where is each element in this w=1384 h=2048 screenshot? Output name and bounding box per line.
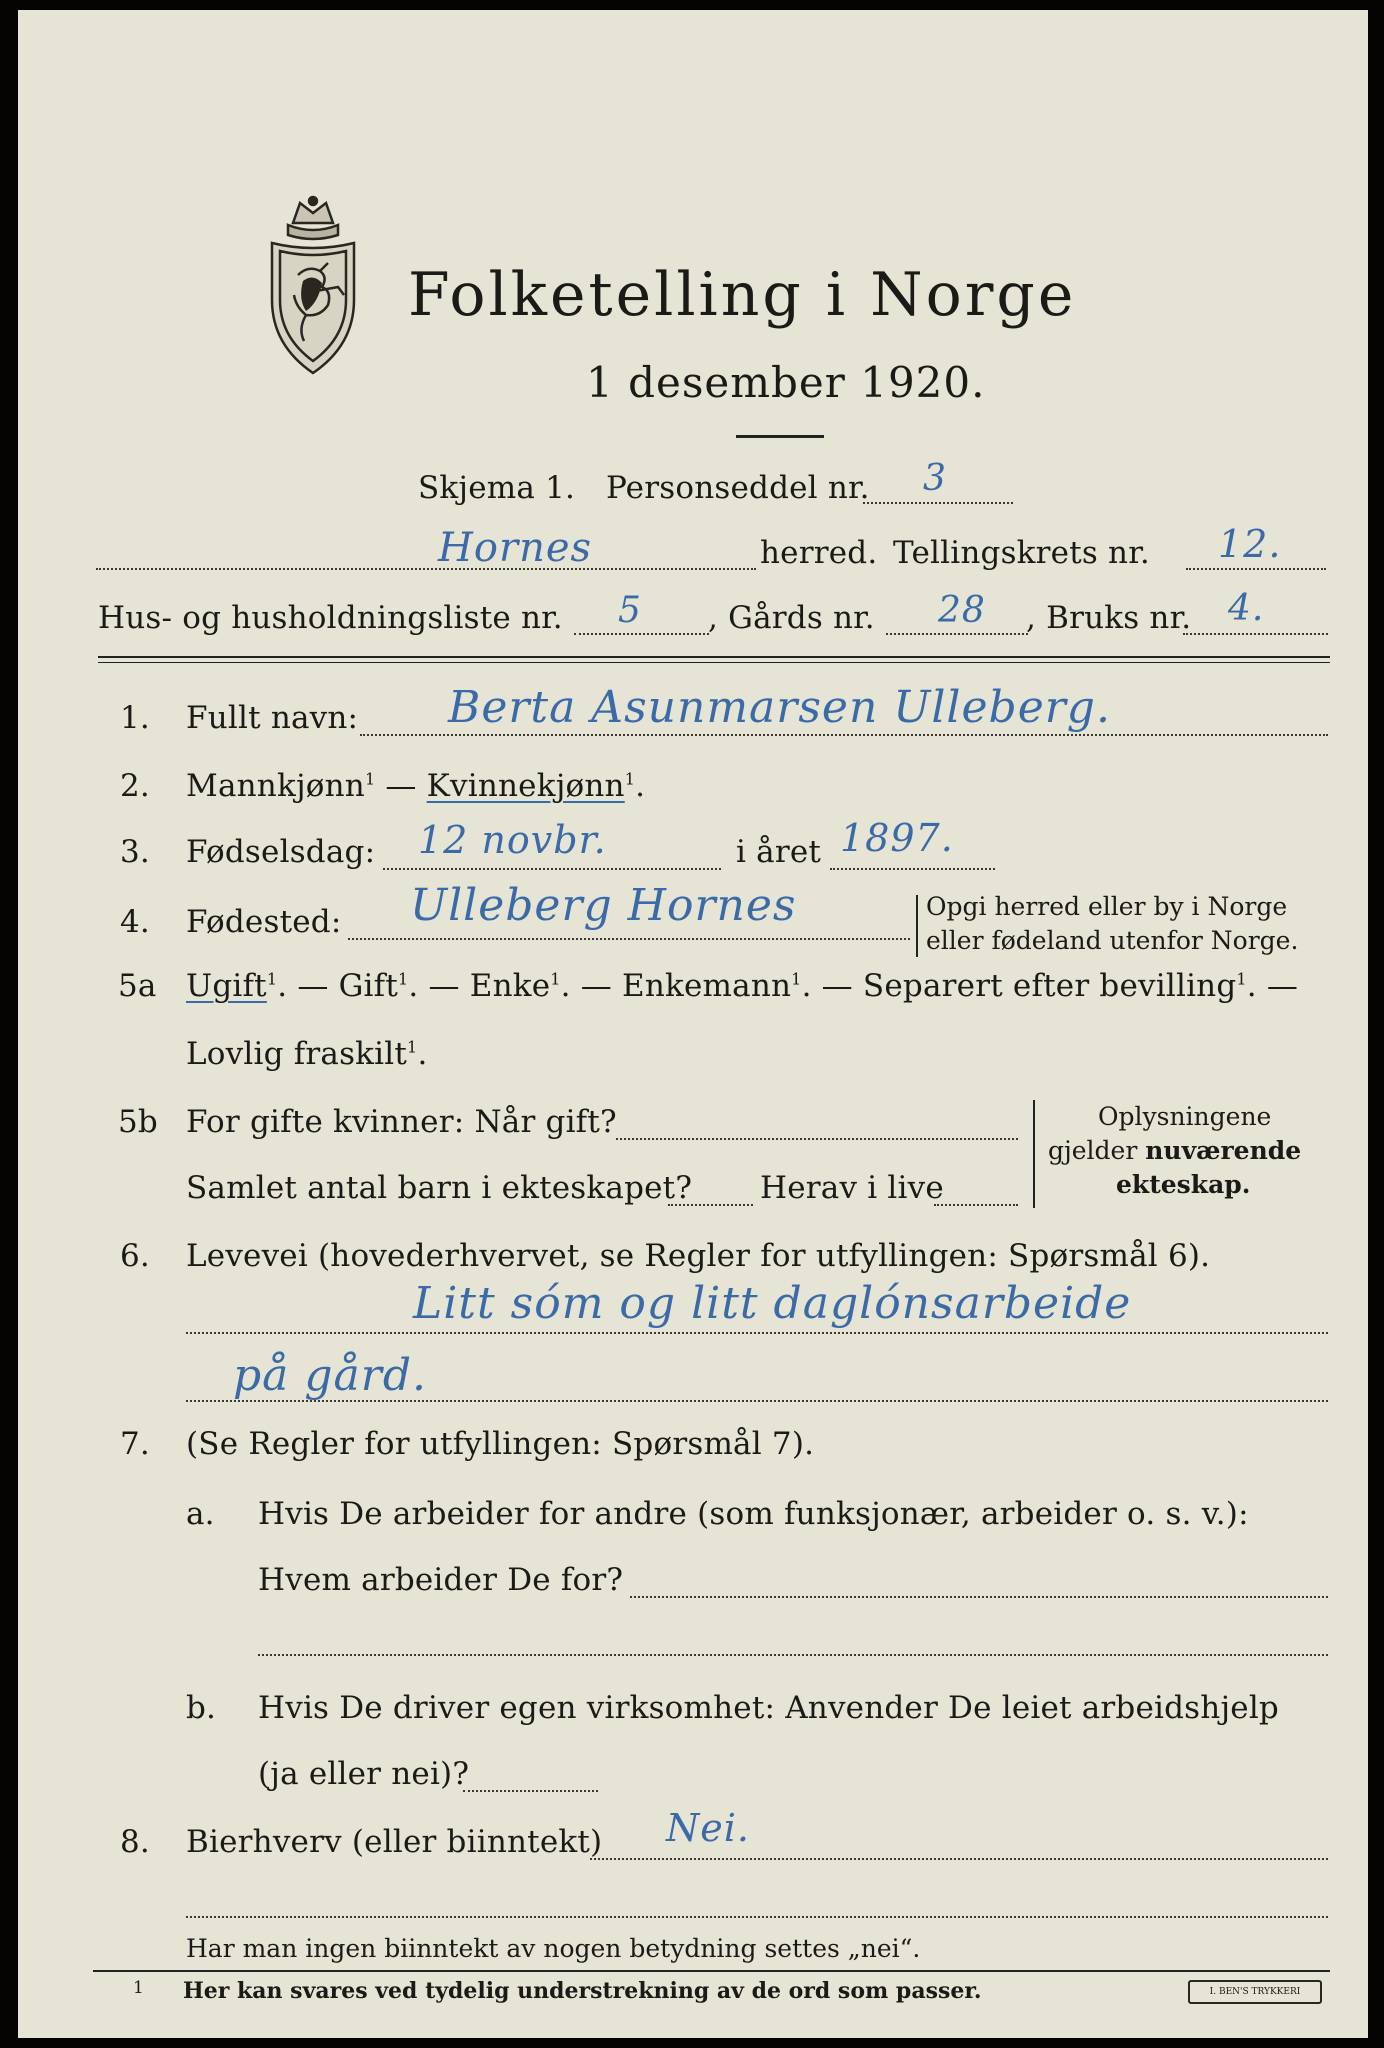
personseddel-label: Personseddel nr. bbox=[606, 470, 870, 506]
q5b-number: 5b bbox=[118, 1104, 158, 1140]
q7a-label: Hvis De arbeider for andre (som funksjonær, arbeider o. s. v.): bbox=[258, 1496, 1249, 1532]
q4-brace bbox=[916, 895, 918, 957]
q7a-line-1 bbox=[630, 1596, 1328, 1598]
herred-line bbox=[96, 568, 756, 570]
q3-value: 12 novbr. bbox=[418, 818, 607, 862]
footnote-text bbox=[183, 1978, 982, 2004]
hus-line bbox=[574, 633, 709, 635]
hus-value: 5 bbox=[618, 590, 642, 631]
q5b-note-2 bbox=[1048, 1136, 1301, 1165]
footnote-rule bbox=[93, 1970, 1330, 1972]
q2-sep: — bbox=[375, 768, 427, 804]
printer-stamp-text: I. BEN'S TRYKKERI bbox=[1209, 1987, 1301, 1997]
tellingskrets-label: Tellingskrets nr. bbox=[893, 535, 1150, 571]
coat-of-arms-icon bbox=[258, 195, 368, 384]
q5b-barn-line bbox=[668, 1204, 753, 1206]
q1-label: Fullt navn: bbox=[186, 700, 359, 736]
q5a-enkemann: — Enkemann bbox=[580, 968, 792, 1004]
hus-label: Hus- og husholdningsliste nr. bbox=[98, 600, 563, 636]
q5a-enke: — Enke bbox=[428, 968, 551, 1004]
q7-label: (Se Regler for utfyllingen: Spørsmål 7). bbox=[186, 1426, 815, 1462]
q5a-gift: — Gift bbox=[297, 968, 398, 1004]
q5a-number: 5a bbox=[118, 968, 157, 1004]
q4-note-2: eller fødeland utenfor Norge. bbox=[926, 926, 1299, 955]
q5b-note-2b: nuværende bbox=[1145, 1136, 1302, 1165]
gards-label: , Gårds nr. bbox=[708, 600, 875, 636]
q1-line bbox=[360, 734, 1328, 736]
schema-label: Skjema 1. bbox=[418, 470, 576, 506]
q4-label: Fødested: bbox=[186, 904, 342, 940]
bruks-line bbox=[1183, 633, 1328, 635]
q7b-label-2: (ja eller nei)? bbox=[258, 1756, 470, 1792]
tellingskrets-line bbox=[1186, 568, 1326, 570]
q2-options: Mannkjønn$^1$ — Kvinnekjønn$^1$. bbox=[186, 768, 646, 804]
herred-label: herred. bbox=[760, 535, 878, 571]
q7a-number: a. bbox=[186, 1496, 215, 1532]
q4-line bbox=[348, 938, 910, 940]
footnote-text-c: av de ord som passer. bbox=[709, 1978, 982, 2004]
footnote-text-a: Her kan svares ved bbox=[183, 1978, 426, 2004]
q5a-options: Ugift$^1$. — Gift$^1$. — Enke$^1$. — Enkemann$^1$. — Separert efter bevilling$^1$. — bbox=[186, 968, 1299, 1004]
gards-value: 28 bbox=[938, 590, 986, 631]
q5a-end: — bbox=[1266, 968, 1299, 1004]
q1-number: 1. bbox=[120, 700, 150, 736]
footnote-text-b: tydelig understrekning bbox=[425, 1978, 710, 2004]
nei-instruction: Har man ingen biinntekt av nogen betydning settes „nei“. bbox=[186, 1934, 921, 1963]
q7a-label-2: Hvem arbeider De for? bbox=[258, 1562, 624, 1598]
title-divider bbox=[736, 435, 824, 438]
bruks-value: 4. bbox=[1228, 588, 1265, 629]
q6-label: Levevei (hovederhvervet, se Regler for utfyllingen: Spørsmål 6). bbox=[186, 1238, 1211, 1274]
q5b-label: For gifte kvinner: Når gift? bbox=[186, 1104, 617, 1140]
q5b-line bbox=[616, 1138, 1018, 1140]
q5a-fraskilt: Lovlig fraskilt$^1$. bbox=[186, 1036, 428, 1072]
herred-value: Hornes bbox=[438, 525, 593, 571]
q3-year-label: i året bbox=[736, 834, 822, 870]
bruks-label: , Bruks nr. bbox=[1026, 600, 1192, 636]
personseddel-line bbox=[863, 502, 1013, 504]
q3-label: Fødselsdag: bbox=[186, 834, 376, 870]
q5b-note-2a: gjelder bbox=[1048, 1136, 1146, 1165]
tellingskrets-value: 12. bbox=[1218, 522, 1282, 566]
q8-number: 8. bbox=[120, 1824, 150, 1860]
q8-value: Nei. bbox=[666, 1806, 750, 1850]
q8-line bbox=[590, 1858, 1328, 1860]
gards-line bbox=[886, 633, 1028, 635]
q1-value: Berta Asunmarsen Ulleberg. bbox=[448, 682, 1111, 733]
q5b-brace bbox=[1033, 1100, 1035, 1208]
header-rule-1 bbox=[98, 656, 1330, 658]
q5b-live-line bbox=[934, 1204, 1018, 1206]
header-rule-2 bbox=[98, 662, 1330, 663]
q7-number: 7. bbox=[120, 1426, 150, 1462]
q5a-fraskilt-label: Lovlig fraskilt bbox=[186, 1036, 408, 1072]
q8-label: Bierhverv (eller biinntekt) bbox=[186, 1824, 603, 1860]
q5a-ugift: Ugift bbox=[186, 968, 267, 1004]
q3-number: 3. bbox=[120, 834, 150, 870]
q3-year-line bbox=[830, 868, 995, 870]
q2-number: 2. bbox=[120, 768, 150, 804]
personseddel-value: 3 bbox=[923, 458, 947, 499]
q5a-separert: — Separert efter bevilling bbox=[821, 968, 1237, 1004]
q4-number: 4. bbox=[120, 904, 150, 940]
q3-year-value: 1897. bbox=[840, 816, 954, 860]
q4-value: Ulleberg Hornes bbox=[410, 880, 797, 931]
q5b-note-3: ekteskap. bbox=[1116, 1170, 1251, 1199]
q7b-label: Hvis De driver egen virksomhet: Anvender De leiet arbeidshjelp bbox=[258, 1690, 1279, 1726]
q6-number: 6. bbox=[120, 1238, 150, 1274]
q5b-barn-label: Samlet antal barn i ekteskapet? bbox=[186, 1170, 693, 1206]
q4-note-1: Opgi herred eller by i Norge bbox=[926, 892, 1288, 921]
q2-male: Mannkjønn bbox=[186, 768, 365, 804]
q6-line-1 bbox=[186, 1332, 1328, 1334]
q2-female: Kvinnekjønn bbox=[426, 768, 625, 804]
footnote-mark: 1 bbox=[133, 1978, 144, 1998]
q6-value-2: på gård. bbox=[233, 1350, 427, 1401]
q5b-live-label: Herav i live bbox=[760, 1170, 944, 1206]
q6-value-1: Litt sóm og litt daglónsarbeide bbox=[413, 1278, 1132, 1329]
form-title: Folketelling i Norge bbox=[408, 260, 1077, 330]
q7b-number: b. bbox=[186, 1690, 217, 1726]
form-date: 1 desember 1920. bbox=[586, 358, 986, 407]
q5b-note-1: Oplysningene bbox=[1098, 1102, 1272, 1131]
q3-line bbox=[383, 868, 721, 870]
printer-stamp bbox=[1188, 1980, 1322, 2004]
q8-line-2 bbox=[186, 1916, 1328, 1918]
q7a-line-2 bbox=[258, 1654, 1328, 1656]
q7b-line bbox=[463, 1790, 598, 1792]
census-form bbox=[18, 10, 1368, 2038]
